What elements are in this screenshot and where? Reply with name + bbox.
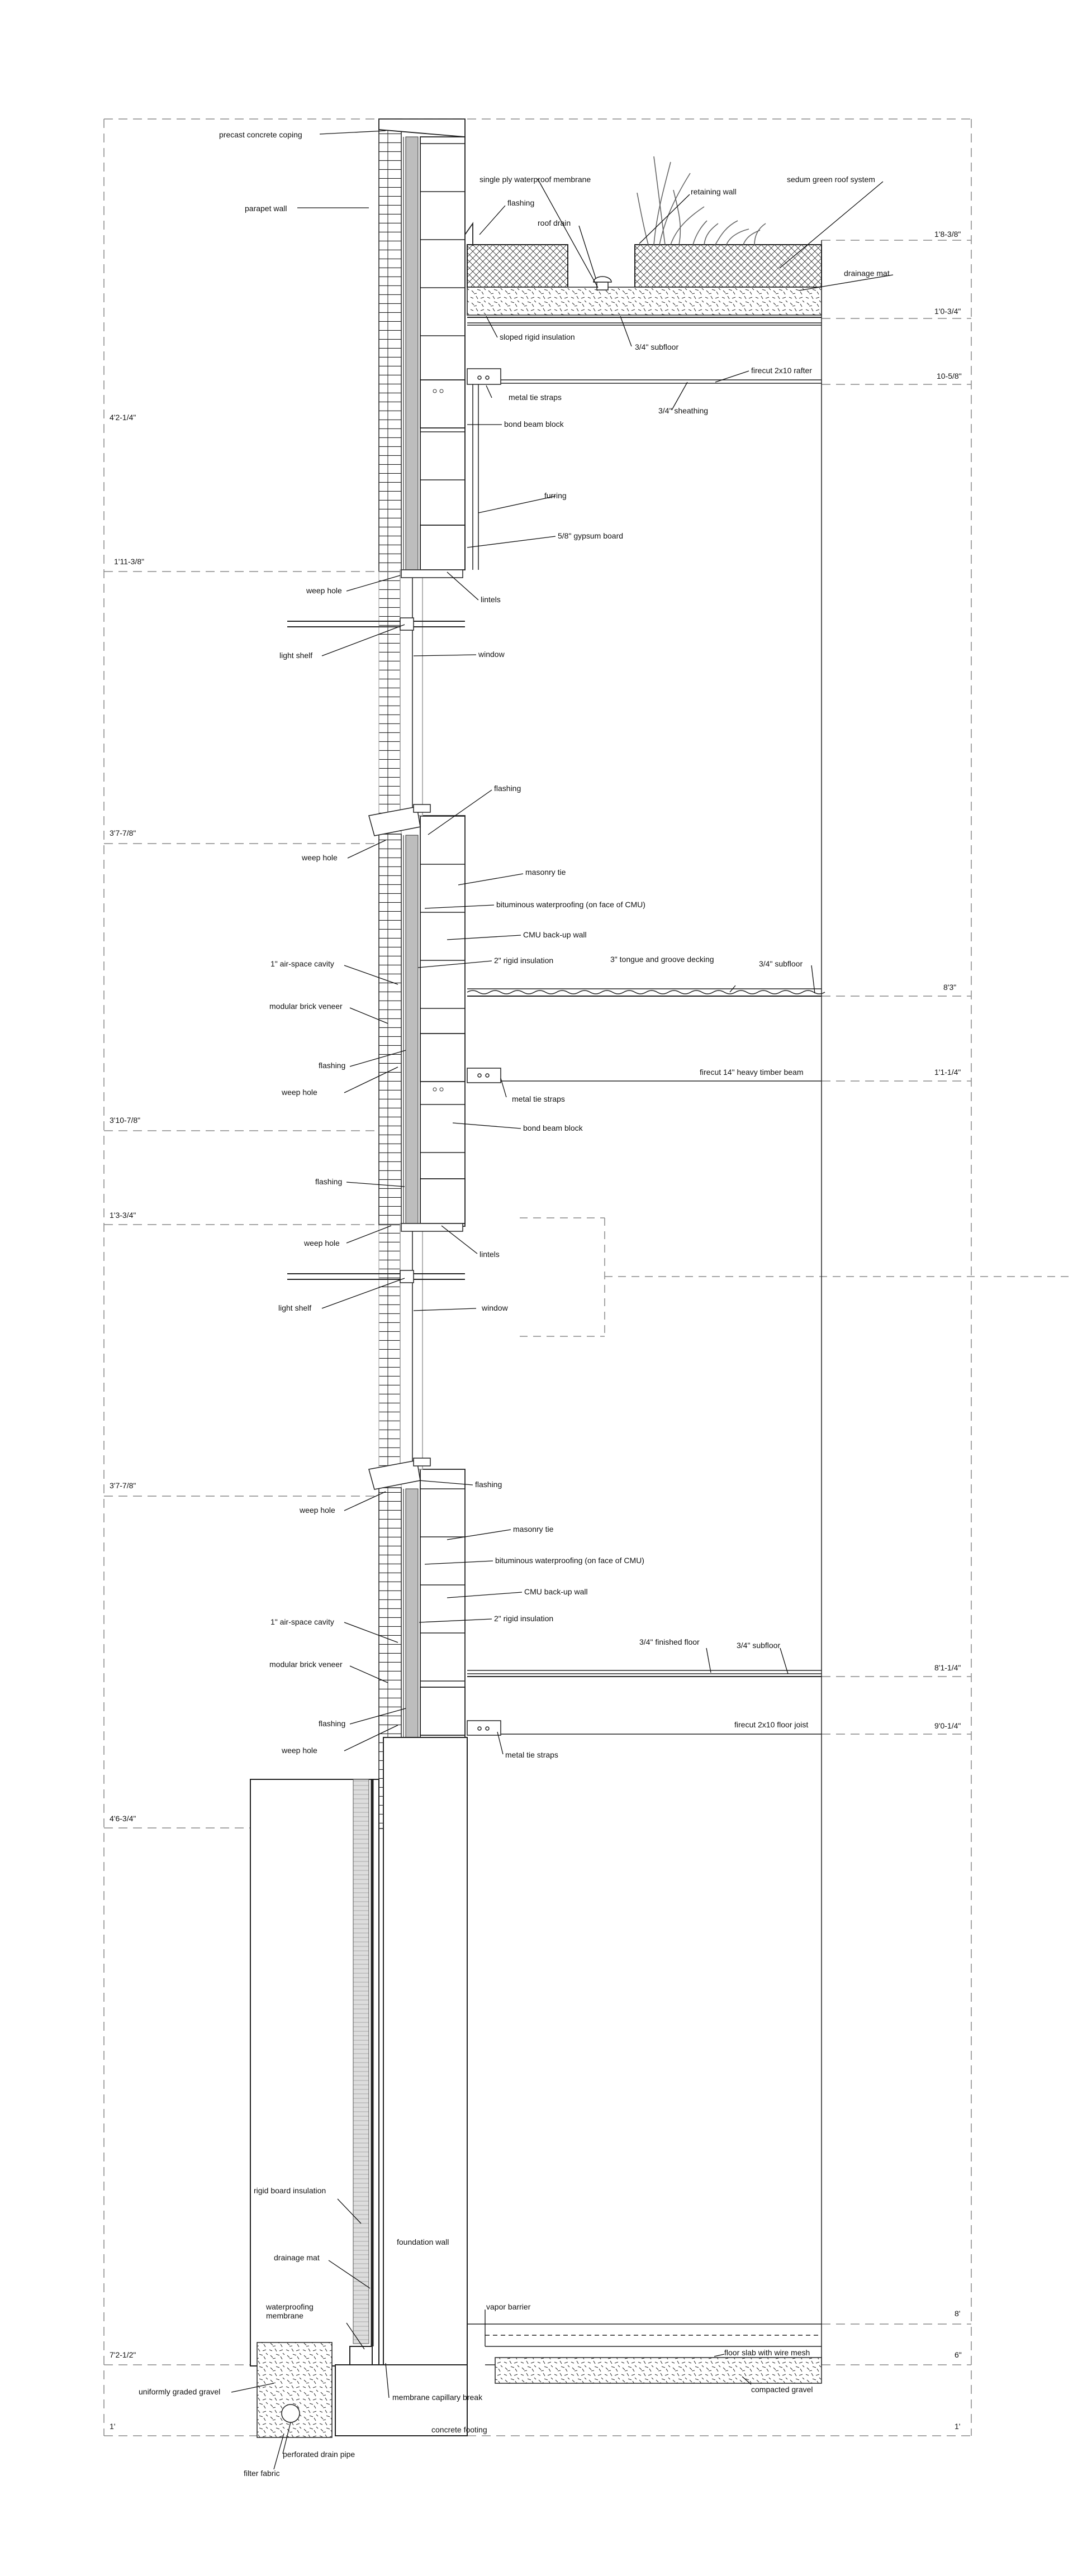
label-weep-hole-2: weep hole <box>302 853 338 862</box>
label-flashing-3: flashing <box>319 1061 346 1070</box>
label-metal-tie-straps-3: metal tie straps <box>505 1750 558 1759</box>
label-drainage-mat-roof: drainage mat <box>844 269 890 278</box>
label-uniform-gravel: uniformly graded gravel <box>139 2387 221 2396</box>
label-brick-veneer-1: modular brick veneer <box>269 1002 343 1011</box>
dim-right-4: 8'3" <box>943 983 957 992</box>
brick-veneer <box>379 119 401 1829</box>
label-precast-coping: precast concrete coping <box>219 130 302 139</box>
label-flashing-roof: flashing <box>507 198 535 207</box>
label-sloped-rigid-insulation: sloped rigid insulation <box>500 332 575 341</box>
label-gypsum-board: 5/8" gypsum board <box>558 531 624 540</box>
window-1 <box>287 570 465 836</box>
label-filter-fabric: filter fabric <box>244 2469 280 2478</box>
dimension-labels <box>110 230 962 2431</box>
label-firecut-joist: firecut 2x10 floor joist <box>734 1720 809 1729</box>
label-air-cavity-2: 1" air-space cavity <box>270 1617 334 1626</box>
level-lines-right <box>822 240 971 2365</box>
dim-left-9: 1' <box>110 2422 116 2431</box>
label-flashing-2: flashing <box>494 784 521 793</box>
dim-right-9: 6" <box>955 2350 962 2359</box>
label-bond-beam-2: bond beam block <box>523 1123 583 1132</box>
label-weep-hole-6: weep hole <box>282 1746 317 1755</box>
level-lines <box>104 572 971 2436</box>
label-sedum-green-roof: sedum green roof system <box>787 175 875 184</box>
label-furring: furring <box>544 491 567 500</box>
dim-left-4: 3'10-7/8" <box>110 1116 141 1125</box>
label-roof-drain: roof drain <box>538 218 571 227</box>
window-2 <box>287 1223 465 1489</box>
dim-right-6: 8'1-1/4" <box>934 1663 961 1672</box>
dim-right-1: 1'8-3/8" <box>934 230 961 239</box>
dim-left-8: 7'2-1/2" <box>110 2350 136 2359</box>
dim-left-5: 1'3-3/4" <box>110 1211 136 1220</box>
label-firecut-beam: firecut 14" heavy timber beam <box>700 1068 804 1077</box>
label-drainage-mat-2: drainage mat <box>274 2253 320 2262</box>
label-retaining-wall: retaining wall <box>691 187 737 196</box>
label-bituminous-2: bituminous waterproofing (on face of CMU) <box>495 1556 644 1565</box>
dim-left-2: 1'11-3/8" <box>114 557 145 566</box>
label-rigid-insul-2: 2" rigid insulation <box>494 1614 554 1623</box>
label-flashing-4: flashing <box>315 1177 343 1186</box>
dim-right-2: 1'0-3/4" <box>934 307 961 316</box>
foundation <box>250 1737 467 2436</box>
label-air-cavity-1: 1" air-space cavity <box>270 959 334 968</box>
label-vapor-barrier: vapor barrier <box>486 2302 531 2311</box>
parapet-flashing <box>465 223 473 246</box>
label-tongue-groove: 3" tongue and groove decking <box>610 955 714 964</box>
dim-right-5: 1'1-1/4" <box>934 1068 961 1077</box>
label-waterproofing-2: membrane <box>266 2311 303 2320</box>
label-parapet-wall: parapet wall <box>245 204 287 213</box>
dim-right-10: 1' <box>955 2422 961 2431</box>
label-sheathing: 3/4" sheathing <box>658 406 709 415</box>
rigid-insulation-strip <box>406 137 418 1737</box>
cmu-backup-wall <box>420 137 465 1737</box>
label-window-1: window <box>478 650 505 659</box>
label-floor-slab: floor slab with wire mesh <box>724 2348 810 2357</box>
label-weep-hole-5: weep hole <box>300 1506 335 1515</box>
dim-right-3: 10-5/8" <box>937 372 962 380</box>
label-metal-tie-straps-2: metal tie straps <box>512 1094 565 1103</box>
drawing-frame <box>104 119 971 2436</box>
dim-right-7: 9'0-1/4" <box>934 1721 961 1730</box>
label-concrete-footing: concrete footing <box>431 2425 487 2434</box>
label-foundation-wall: foundation wall <box>397 2237 449 2246</box>
dim-left-1: 4'2-1/4" <box>110 413 136 422</box>
dim-left-7: 4'6-3/4" <box>110 1814 136 1823</box>
label-single-ply-membrane: single ply waterproof membrane <box>479 175 591 184</box>
label-finished-floor: 3/4" finished floor <box>639 1637 700 1646</box>
label-waterproofing-1: waterproofing <box>266 2302 314 2311</box>
label-weep-hole-1: weep hole <box>306 586 342 595</box>
label-window-2: window <box>482 1303 508 1312</box>
footing-gravel <box>257 2342 332 2437</box>
label-masonry-tie-1: masonry tie <box>525 868 566 877</box>
dim-left-6: 3'7-7/8" <box>110 1481 136 1490</box>
label-bituminous-1: bituminous waterproofing (on face of CMU) <box>496 900 645 909</box>
label-light-shelf-2: light shelf <box>278 1303 312 1312</box>
label-weep-hole-4: weep hole <box>304 1239 340 1247</box>
label-light-shelf-1: light shelf <box>279 651 313 660</box>
interior-wall <box>465 119 822 2365</box>
label-flashing-6: flashing <box>319 1719 346 1728</box>
label-lintels-2: lintels <box>479 1250 500 1259</box>
label-bond-beam-1: bond beam block <box>504 420 564 428</box>
label-metal-tie-straps-1: metal tie straps <box>509 393 562 402</box>
label-capillary-break: membrane capillary break <box>392 2393 483 2402</box>
label-rigid-insul-1: 2" rigid insulation <box>494 956 554 965</box>
label-subfloor-3: 3/4" subfloor <box>737 1641 781 1650</box>
dashed-window-reference <box>520 1218 1073 1336</box>
label-brick-veneer-2: modular brick veneer <box>269 1660 343 1669</box>
label-weep-hole-3: weep hole <box>282 1088 317 1097</box>
label-cmu-1: CMU back-up wall <box>523 930 587 939</box>
label-cmu-2: CMU back-up wall <box>524 1587 588 1596</box>
label-masonry-tie-2: masonry tie <box>513 1525 554 1534</box>
label-rigid-board-insulation: rigid board insulation <box>254 2186 326 2195</box>
label-compacted-gravel: compacted gravel <box>751 2385 813 2394</box>
dim-right-8: 8' <box>955 2309 961 2318</box>
label-lintels-1: lintels <box>481 595 501 604</box>
label-drain-pipe: perforated drain pipe <box>283 2450 355 2459</box>
label-firecut-rafter: firecut 2x10 rafter <box>751 366 812 375</box>
label-subfloor-2: 3/4" subfloor <box>759 959 803 968</box>
dim-left-3: 3'7-7/8" <box>110 828 136 837</box>
label-subfloor-roof: 3/4" subfloor <box>635 342 679 351</box>
label-flashing-5: flashing <box>475 1480 502 1489</box>
